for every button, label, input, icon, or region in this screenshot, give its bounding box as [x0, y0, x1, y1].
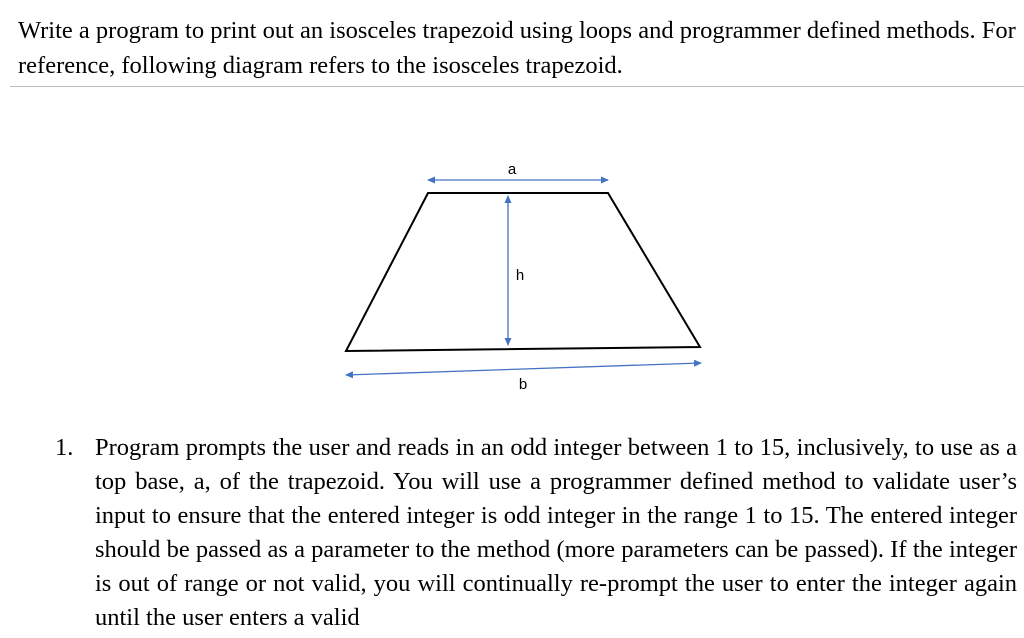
list-item-text: Program prompts the user and reads in an odd integer between 1 to 15, inclusively, to use as a top base, a, of the trapezoid. You will use a programmer defined method to validate user’s input to ensure that the entered integer is odd integer in the range 1 to 15. The entered integer should be passed as a parameter to the method (more parameters can be passed). If the integer is out of range or not valid, you will continually re-prompt the user to enter the integer again until the user enters a valid [95, 434, 1017, 631]
label-a: a [507, 161, 517, 178]
intro-paragraph: Write a program to print out an isosceles trapezoid using loops and programmer defined methods. For reference, following diagram refers to the isosceles trapezoid. [18, 17, 1016, 79]
section-divider [10, 86, 1024, 87]
label-h: h [515, 267, 525, 284]
list-item [55, 431, 1017, 635]
bottom-base-arrow [346, 363, 701, 375]
list-item-number: 1. [55, 434, 74, 461]
requirements-list [55, 431, 1017, 635]
trapezoid-diagram [0, 150, 1024, 400]
label-b: b [518, 376, 528, 393]
